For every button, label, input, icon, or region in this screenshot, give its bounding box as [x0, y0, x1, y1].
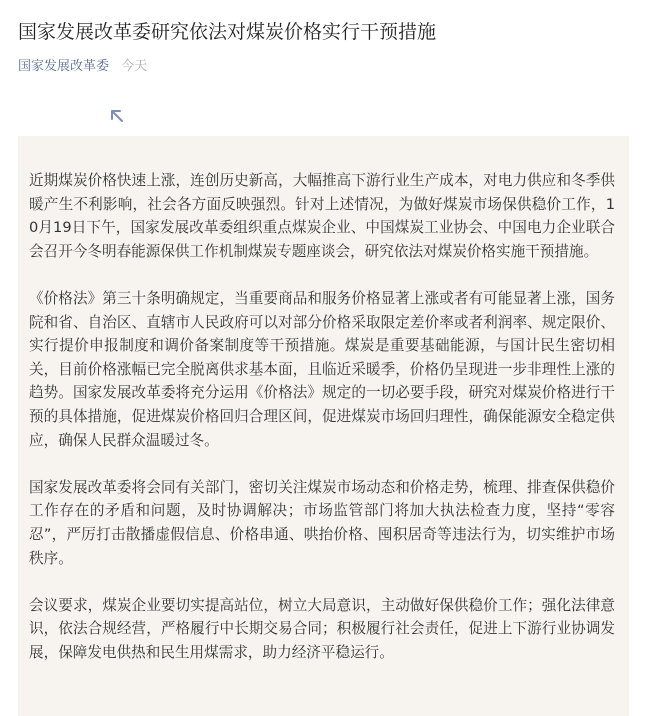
- article-meta: [18, 58, 147, 76]
- article-body: [18, 136, 629, 716]
- paragraph-4: 会议要求，煤炭企业要切实提高站位，树立大局意识，主动做好保供稳价工作；强化法律意识，依法合规经营，严格履行中长期交易合同；积极履行社会责任，促进上下游行业协调发展，保障发电供热和民生用煤需求，助力经济平稳运行。: [29, 596, 615, 661]
- publish-time: 今天: [121, 59, 148, 74]
- paragraph-2: 《价格法》第三十条明确规定，当重要商品和服务价格显著上涨或者有可能显著上涨，国务院和省、自治区、直辖市人民政府可以对部分价格采取限定差价率或者利润率、规定限价、实行提价申报制度和调价备案制度等干预措施。煤炭是重要基础能源，与国计民生密切相关，目前价格涨幅已完全脱离供求基本面，且临近采暖季，价格仍呈现进一步非理性上涨的趋势。国家发展改革委将充分运用《价格法》规定的一切必要手段，研究对煤炭价格进行干预的具体措施，促进煤炭价格回归合理区间，促进煤炭市场回归理性，确保能源安全稳定供应，确保人民群众温暖过冬。: [29, 289, 615, 449]
- paragraph-1: 近期煤炭价格快速上涨，连创历史新高，大幅推高下游行业生产成本，对电力供应和冬季供暖产生不利影响，社会各方面反映强烈。针对上述情况，为做好煤炭市场保供稳价工作，10月19日下午，国家发展改革委组织重点煤炭企业、中国煤炭工业协会、中国电力企业联合会召开今冬明春能源保供工作机制煤炭专题座谈会，研究依法对煤炭价格实施干预措施。: [29, 172, 615, 260]
- source-link[interactable]: 国家发展改革委: [18, 59, 110, 74]
- paragraph-3: 国家发展改革委将会同有关部门，密切关注煤炭市场动态和价格走势，梳理、排查保供稳价工作存在的矛盾和问题，及时协调解决；市场监管部门将加大执法检查力度，坚持“零容忍”，严厉打击散播虚假信息、价格串通、哄抬价格、囤积居奇等违法行为，切实维护市场秩序。: [29, 478, 615, 567]
- article-title: 国家发展改革委研究依法对煤炭价格实行干预措施: [18, 21, 437, 43]
- arrow-up-left-icon: [109, 108, 125, 124]
